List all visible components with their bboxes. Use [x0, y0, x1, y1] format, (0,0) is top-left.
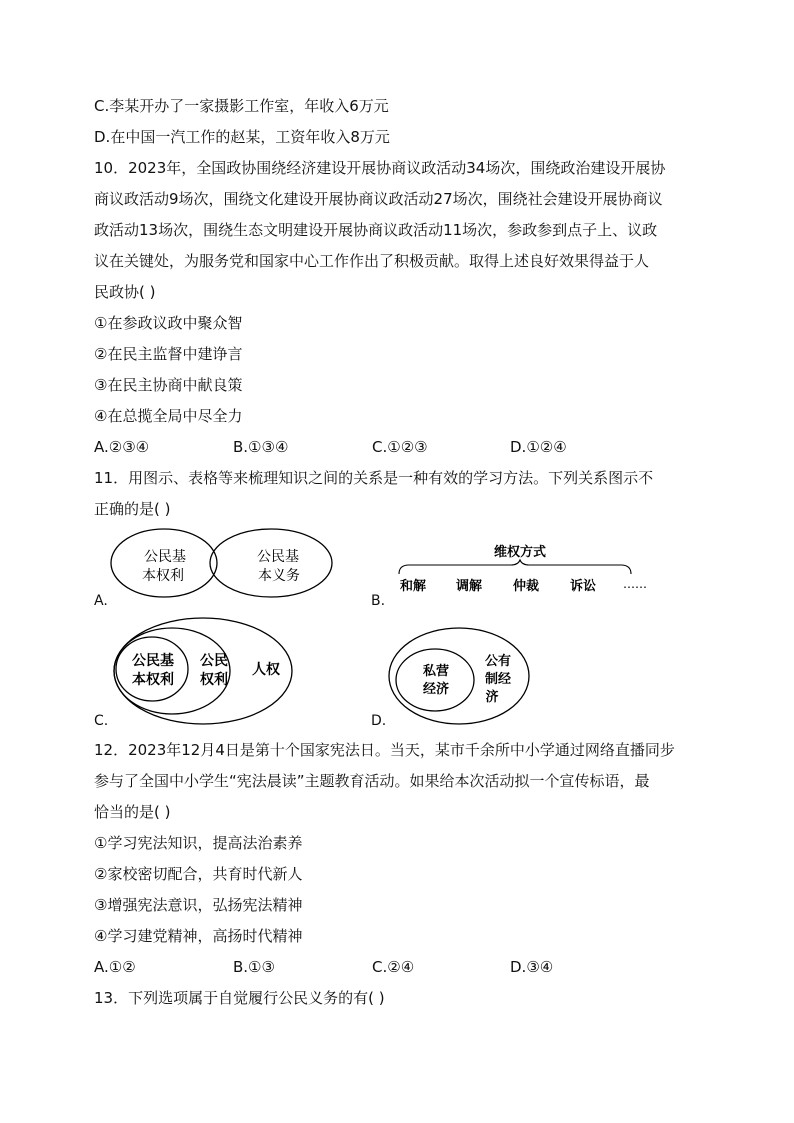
diagram-a [100, 526, 340, 600]
q12-stem-line-3: 恰当的是( ) [94, 803, 171, 821]
q10-option-d: D.①②④ [510, 438, 567, 456]
q12-option-a: A.①② [94, 958, 136, 976]
diagram-a-left-line-2: 本权利 [142, 568, 184, 584]
diagram-b-item-2: 调解 [455, 579, 483, 594]
diagram-b-label: B. [371, 593, 386, 609]
q12-statement-3: ③增强宪法意识，弘扬宪法精神 [94, 896, 303, 914]
q10-statement-1: ①在参政议政中聚众智 [94, 314, 243, 332]
q11-stem-line-1: 11．用图示、表格等来梳理知识之间的关系是一种有效的学习方法。下列关系图示不 [94, 469, 654, 487]
q9-option-d: D.在中国一汽工作的赵某，工资年收入8万元 [94, 128, 390, 146]
q10-stem-line-1: 10．2023年，全国政协围绕经济建设开展协商议政活动34场次，围绕政治建设开展协 [94, 159, 666, 177]
q12-statement-4: ④学习建党精神，高扬时代精神 [94, 927, 303, 945]
q10-option-c: C.①②③ [372, 438, 428, 456]
q10-statement-4: ④在总揽全局中尽全力 [94, 407, 243, 425]
q12-option-d: D.③④ [510, 958, 554, 976]
diagram-a-left-line-1: 公民基 [144, 549, 186, 565]
diagram-c-mid-line-1: 公民 [200, 653, 228, 669]
diagram-d-label: D. [371, 713, 387, 729]
q9-option-c: C.李某开办了一家摄影工作室，年收入6万元 [94, 97, 389, 115]
q12-stem-line-1: 12．2023年12月4日是第十个国家宪法日。当天，某市千余所中小学通过网络直播同步 [94, 741, 675, 759]
q12-option-c: C.②④ [372, 958, 415, 976]
diagram-b-item-4: 诉讼 [569, 579, 597, 594]
diagram-c-mid-line-2: 权利 [200, 672, 228, 688]
diagram-d-inner-line-1: 私营 [422, 664, 450, 679]
diagram-d-outer-line-2: 制经 [484, 672, 512, 687]
q12-statement-2: ②家校密切配合，共育时代新人 [94, 865, 303, 883]
q13-stem-line-1: 13．下列选项属于自觉履行公民义务的有( ) [94, 989, 385, 1007]
diagram-d-outer-line-3: 济 [485, 690, 499, 705]
q12-stem-line-2: 参与了全国中小学生“宪法晨读”主题教育活动。如果给本次活动拟一个宣传标语，最 [94, 772, 650, 790]
diagram-a-label: A. [94, 593, 108, 609]
diagram-d-inner-line-2: 经济 [422, 682, 450, 697]
diagram-a-right-line-2: 本义务 [258, 568, 300, 584]
diagram-c-label: C. [94, 713, 109, 729]
diagram-d [386, 624, 532, 728]
q10-stem-line-3: 政活动13场次，围绕生态文明建设开展协商议政活动11场次，参政参到点子上、议政 [94, 221, 658, 239]
q10-option-a: A.②③④ [94, 438, 150, 456]
diagram-b-item-5: …… [623, 577, 647, 591]
diagram-b-title: 维权方式 [493, 545, 547, 560]
q11-stem-line-2: 正确的是( ) [94, 500, 171, 518]
q10-statement-2: ②在民主监督中建诤言 [94, 345, 243, 363]
q12-statement-1: ①学习宪法知识，提高法治素养 [94, 834, 303, 852]
q10-option-b: B.①③④ [233, 438, 289, 456]
q10-stem-line-5: 民政协( ) [94, 283, 156, 301]
diagram-b-item-3: 仲裁 [512, 579, 540, 594]
q10-stem-line-2: 商议政活动9场次，围绕文化建设开展协商议政活动27场次，围绕社会建设开展协商议 [94, 190, 663, 208]
diagram-a-right-line-1: 公民基 [257, 549, 299, 565]
diagram-d-outer-line-1: 公有 [484, 654, 512, 669]
diagram-c [108, 614, 298, 728]
q10-statement-3: ③在民主协商中献良策 [94, 376, 243, 394]
q12-option-b: B.①③ [233, 958, 275, 976]
diagram-b [385, 540, 655, 600]
diagram-b-item-1: 和解 [399, 579, 427, 594]
q10-stem-line-4: 议在关键处，为服务党和国家中心工作作出了积极贡献。取得上述良好效果得益于人 [94, 252, 650, 270]
diagram-c-inner-line-1: 公民基 [132, 653, 174, 669]
diagram-c-inner-line-2: 本权利 [132, 672, 174, 688]
diagram-c-outer-text: 人权 [252, 662, 280, 678]
